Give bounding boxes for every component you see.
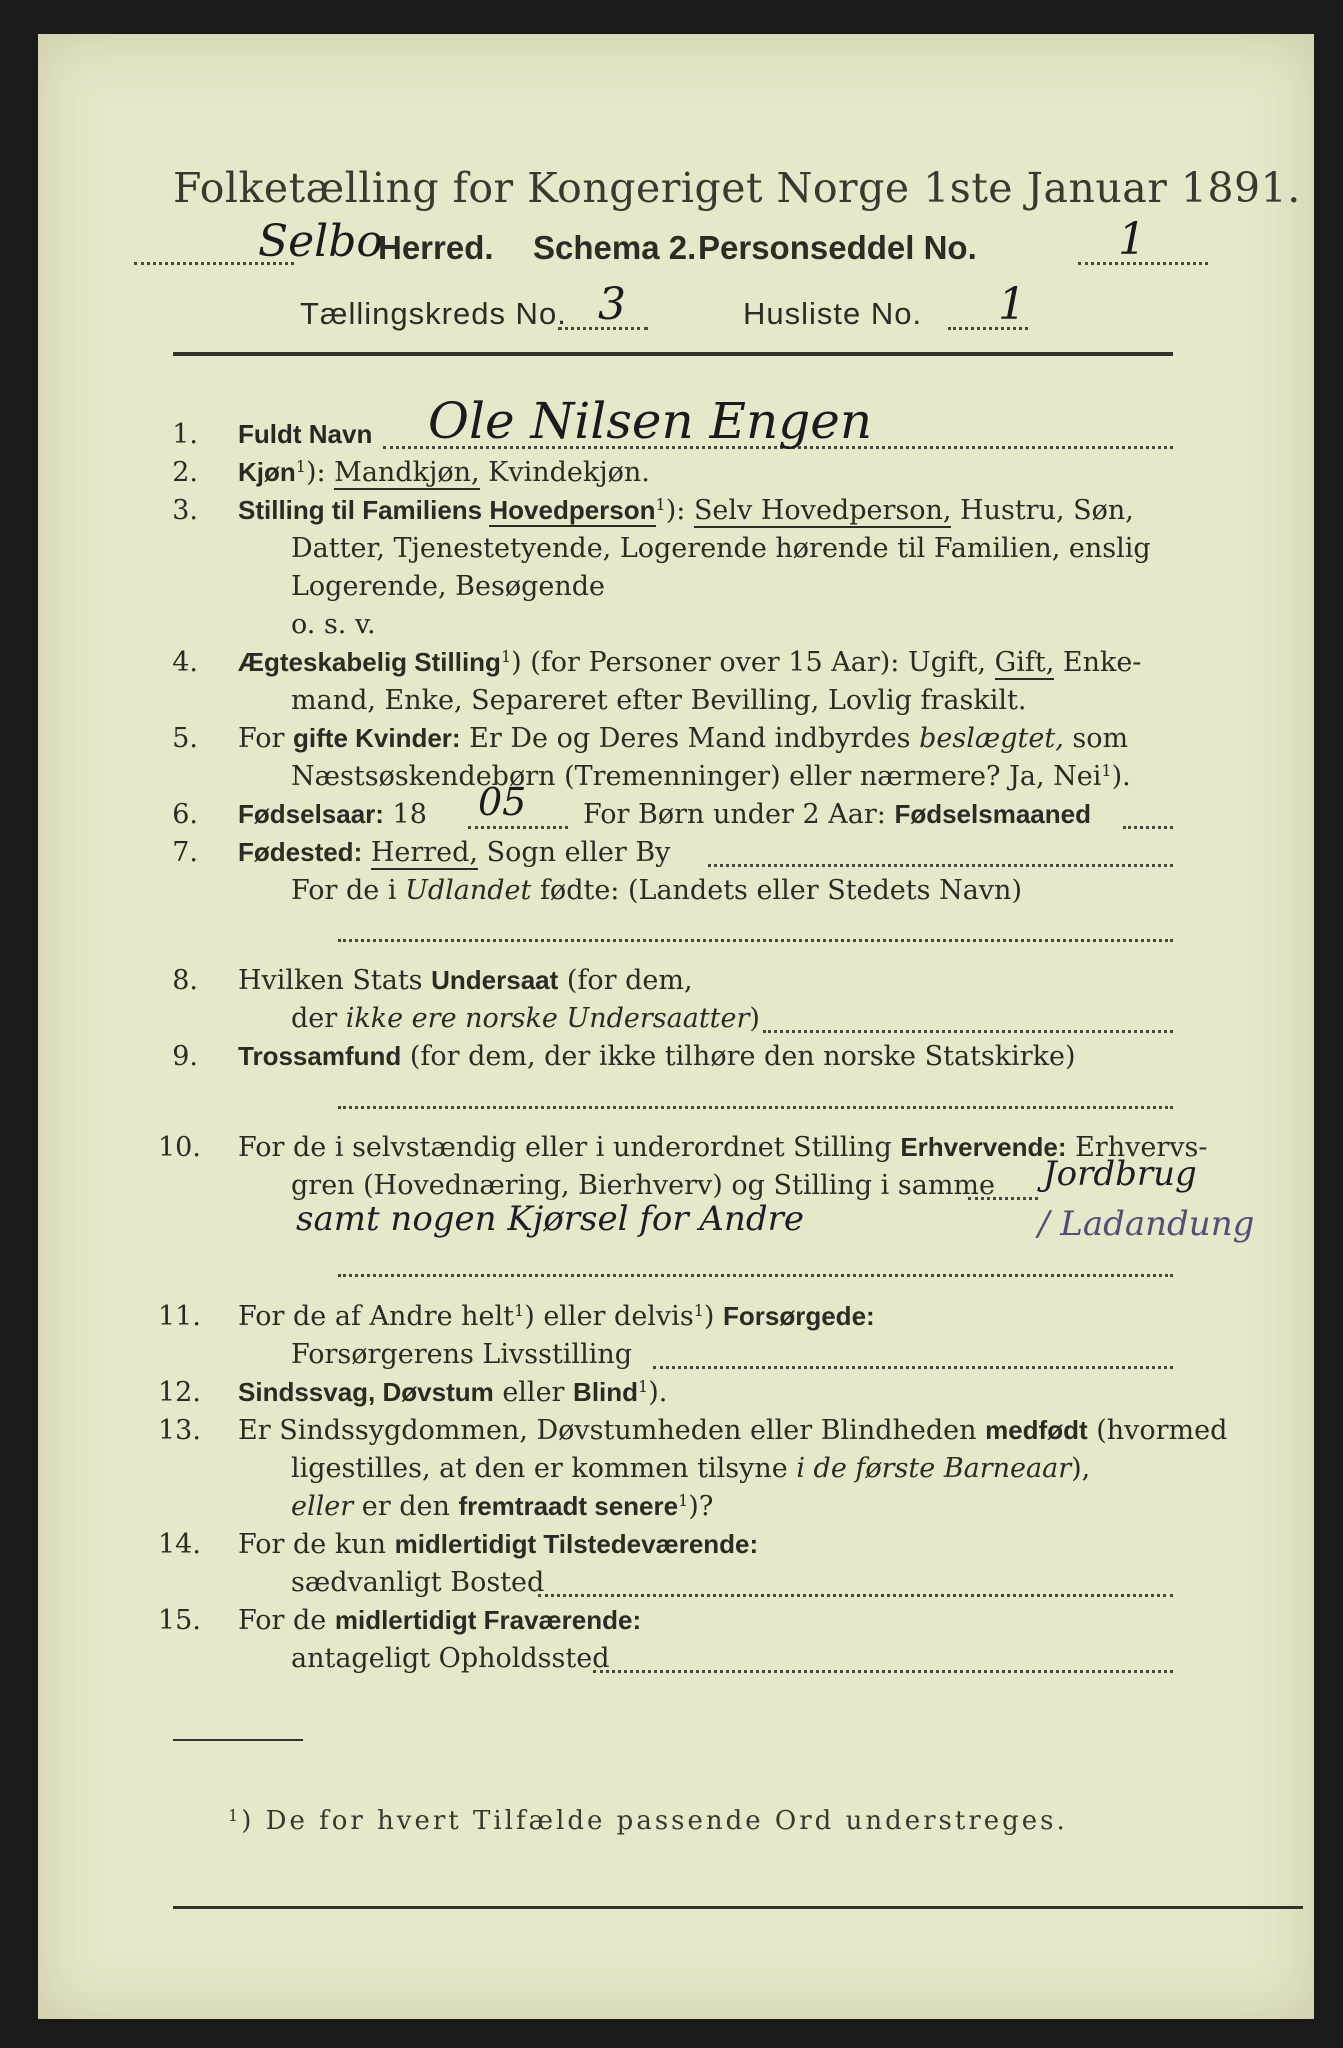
congenital-label: medfødt <box>985 1415 1088 1445</box>
footnote-ref: 1 <box>500 647 512 666</box>
footnote-rule <box>173 1739 303 1741</box>
family-options-line3: Logerende, Besøgende <box>291 571 605 602</box>
census-form-page <box>38 34 1314 2019</box>
herred-label: Herred. <box>378 229 494 266</box>
footnote-sup: 1 <box>228 1806 242 1825</box>
occupation-dotline-2 <box>338 1274 1173 1277</box>
selv-hovedperson-underlined: Selv Hovedperson, <box>693 495 952 526</box>
marital-options: ) (for Personer over 15 Aar): Ugift, <box>511 647 995 678</box>
kreds-value: 3 <box>598 279 626 330</box>
husliste-label: Husliste No. <box>743 296 923 331</box>
support-text: ) <box>703 1301 723 1332</box>
usual-residence-dotline <box>538 1594 1173 1597</box>
supporter-line: Forsørgerens Livsstilling <box>291 1339 633 1370</box>
item-number: 2. <box>172 457 198 488</box>
sex-label: Kjøn <box>238 457 296 487</box>
item-number: 12. <box>158 1377 201 1408</box>
birth-year-label: Fødselsaar: <box>238 799 384 829</box>
bottom-rule <box>173 1906 1303 1909</box>
abroad-text: fødte: (Landets eller Stedets Navn) <box>531 875 1022 906</box>
birthplace-dotline <box>708 864 1173 867</box>
schema-label: Schema 2. <box>533 229 697 266</box>
footnote-ref: 1 <box>295 457 306 476</box>
marital-options-end: Enke- <box>1054 647 1142 678</box>
footnote-ref: 1 <box>678 1491 689 1510</box>
religion-label: Trossamfund <box>238 1041 402 1071</box>
blind-label: Blind <box>573 1377 639 1407</box>
congenital-italic: i de første Barneaar <box>796 1453 1072 1484</box>
q5-italic: beslægtet, <box>919 723 1064 754</box>
religion-dotline <box>338 1106 1173 1109</box>
support-text: For de af Andre helt <box>238 1301 515 1332</box>
husliste-dotline <box>948 327 1028 330</box>
item-number: 9. <box>172 1041 198 1072</box>
kreds-label: Tællingskreds No. <box>300 296 567 331</box>
family-options-line4: o. s. v. <box>291 609 376 640</box>
supported-label: Forsørgede: <box>723 1301 875 1331</box>
birth-month-dotline <box>1123 826 1173 829</box>
form-title: Folketælling for Kongeriget Norge 1ste Januar 1891. <box>173 164 1301 212</box>
personseddel-label: Personseddel No. <box>698 229 977 266</box>
temporary-present-text: For de kun <box>238 1529 395 1560</box>
header-rule <box>173 352 1173 356</box>
supporter-dotline <box>653 1366 1173 1369</box>
item-number: 10. <box>158 1132 201 1163</box>
support-text: ) eller delvis <box>524 1301 694 1332</box>
birthplace-options: Sogn eller By <box>478 837 671 868</box>
citizenship-line2: der <box>291 1003 346 1034</box>
abroad-text: For de i <box>291 875 406 906</box>
item-number: 3. <box>172 495 198 526</box>
item-number: 11. <box>158 1301 201 1332</box>
herred-value: Selbo <box>258 216 383 267</box>
congenital-line2: ligestilles, at den er kommen tilsyne <box>291 1453 797 1484</box>
item-number: 13. <box>158 1415 201 1446</box>
temporary-present-label: midlertidigt Tilstedeværende: <box>394 1529 759 1559</box>
birth-year-prefix: 18 <box>383 799 427 830</box>
sex-sep: ): <box>305 457 335 488</box>
footnote-ref: 1 <box>655 495 666 514</box>
occupation-value-3: / Ladandung <box>1038 1204 1255 1244</box>
family-position-label: Stilling til Familiens <box>238 495 490 525</box>
disability-text: eller <box>493 1377 574 1408</box>
occupation-dotline <box>968 1197 1038 1200</box>
citizenship-text: Hvilken Stats <box>238 965 432 996</box>
q5-text: For <box>238 723 294 754</box>
husliste-value: 1 <box>998 279 1026 330</box>
footnote-ref: 1 <box>1101 761 1112 780</box>
temporary-absent-label: midlertidigt Fraværende: <box>334 1605 642 1635</box>
q5-line2: Næstsøskendebørn (Tremenninger) eller nærmere? Ja, Nei <box>291 761 1102 792</box>
congenital-line3-italic: eller <box>291 1491 354 1522</box>
congenital-line2-end: ), <box>1071 1453 1091 1484</box>
birth-year-dotline <box>468 826 568 829</box>
footnote-text: ) De for hvert Tilfælde passende Ord understreges. <box>241 1806 1068 1836</box>
occupation-value-2: samt nogen Kjørsel for Andre <box>296 1199 805 1239</box>
birthplace-label: Fødested: <box>238 837 363 867</box>
later-label: fremtraadt senere <box>458 1491 679 1521</box>
marital-gift-underlined: Gift, <box>994 647 1055 678</box>
q5-text: som <box>1063 723 1129 754</box>
item-number: 4. <box>172 647 198 678</box>
disability-label: Sindssvag, Døvstum <box>238 1377 494 1407</box>
usual-residence-line: sædvanligt Bosted <box>291 1567 545 1598</box>
abroad-dotline <box>338 939 1173 942</box>
full-name-label: Fuldt Navn <box>238 419 373 449</box>
item-number: 5. <box>172 723 198 754</box>
congenital-line3: er den <box>353 1491 459 1522</box>
disability-end: ). <box>648 1377 668 1408</box>
congenital-text: Er Sindssygdommen, Døvstumheden eller Blindheden <box>238 1415 986 1446</box>
temporary-absent-text: For de <box>238 1605 335 1636</box>
occupation-text: Erhvervs- <box>1066 1132 1208 1163</box>
personseddel-dotline <box>1078 262 1208 265</box>
abroad-italic: Udlandet <box>405 875 532 906</box>
item-number: 7. <box>172 837 198 868</box>
kreds-dotline <box>558 327 648 330</box>
congenital-text: (hvormed <box>1087 1415 1228 1446</box>
citizenship-dotline <box>763 1030 1173 1033</box>
sep: ): <box>665 495 694 526</box>
occupation-label: Erhvervende: <box>900 1132 1067 1162</box>
family-options: Hustru, Søn, <box>951 495 1134 526</box>
full-name-value: Ole Nilsen Engen <box>428 392 873 450</box>
citizenship-label: Undersaat <box>431 965 559 995</box>
item-number: 8. <box>172 965 198 996</box>
occupation-value-1: Jordbrug <box>1043 1154 1197 1194</box>
citizenship-text: (for dem, <box>558 965 693 996</box>
birth-year-value: 05 <box>478 780 527 824</box>
family-position-label-hovedperson: Hovedperson <box>489 495 656 525</box>
marital-label: Ægteskabelig Stilling <box>238 647 501 677</box>
sex-kvinde: Kvindekjøn. <box>479 457 650 488</box>
item-number: 15. <box>158 1605 201 1636</box>
presumed-residence-line: antageligt Opholdssted <box>291 1643 610 1674</box>
item-number: 6. <box>172 799 198 830</box>
birthplace-herred-underlined: Herred, <box>370 837 479 868</box>
footnote-ref: 1 <box>693 1301 704 1320</box>
sex-mand-underlined: Mandkjøn, <box>334 457 480 488</box>
family-options-line2: Datter, Tjenestetyende, Logerende hørende til Familien, enslig <box>291 533 1151 564</box>
birth-month-label: Fødselsmaaned <box>894 799 1091 829</box>
q5-end: ). <box>1111 761 1131 792</box>
citizenship-italic: ikke ere norske Undersaatter <box>345 1003 750 1034</box>
marital-options-line2: mand, Enke, Separeret efter Bevilling, Lovlig fraskilt. <box>291 685 1027 716</box>
footnote-ref: 1 <box>638 1377 649 1396</box>
occupation-line2: gren (Hovednæring, Bierhverv) og Stilling i samme <box>291 1170 996 1201</box>
religion-text: (for dem, der ikke tilhøre den norske Statskirke) <box>401 1041 1076 1072</box>
presumed-residence-dotline <box>593 1670 1173 1673</box>
occupation-text: For de i selvstændig eller i underordnet Stilling <box>238 1132 901 1163</box>
footnote-ref: 1 <box>514 1301 525 1320</box>
personseddel-value: 1 <box>1118 214 1146 265</box>
married-women-label: gifte Kvinder: <box>293 723 461 753</box>
congenital-end: )? <box>688 1491 714 1522</box>
q5-text: Er De og Deres Mand indbyrdes <box>460 723 920 754</box>
citizenship-line2-end: ) <box>749 1003 760 1034</box>
item-number: 1. <box>172 419 198 450</box>
item-number: 14. <box>158 1529 201 1560</box>
birth-month-text: For Børn under 2 Aar: <box>583 799 895 830</box>
